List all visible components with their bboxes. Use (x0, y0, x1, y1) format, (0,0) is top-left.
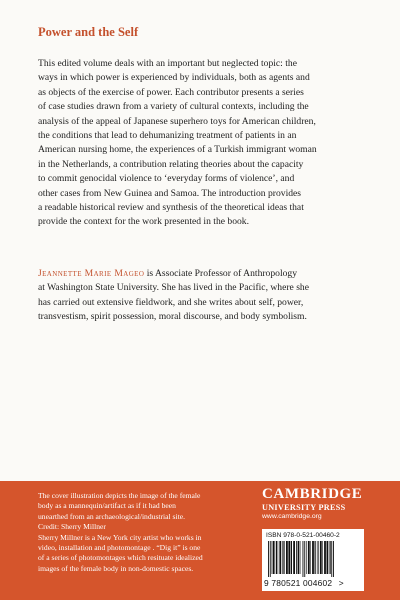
cover-credit (38, 491, 248, 574)
author-bio-first: is Associate Professor of Anthropology (144, 268, 298, 279)
credit-line: video, installation and photomontage . “Dig it” is one (38, 543, 201, 553)
barcode-bar (293, 541, 295, 574)
description-line: a readable historical review and synthesis of the theoretical ideas that (38, 202, 304, 214)
publisher-logo (262, 487, 362, 521)
author-bio-line: transvestism, spirit possession, moral discourse, and body symbolism. (38, 311, 307, 323)
isbn-label: ISBN 978-0-521-00460-2 (266, 532, 340, 539)
barcode-bar (268, 541, 269, 577)
barcode-bar (322, 541, 323, 574)
author-bio (38, 267, 366, 325)
barcode-bar (306, 541, 307, 574)
description-line: in the Netherlands, a contribution relating theories about the capacity (38, 158, 304, 170)
author-bio-first-line (38, 267, 366, 281)
description-line: American nursing home, the experiences of a Turkish immigrant woman (38, 144, 317, 156)
barcode-bar (282, 541, 283, 574)
credit-line: Credit: Sherry Millner (38, 522, 106, 532)
publisher-name: CAMBRIDGE (262, 486, 363, 502)
barcode-image (266, 541, 360, 577)
barcode-bar (303, 541, 304, 577)
barcode-number (264, 578, 362, 588)
barcode-bar (308, 541, 310, 574)
barcode-bar (331, 541, 332, 577)
credit-line: images of the female body in non-domestic spaces. (38, 563, 194, 573)
description-line: the conditions that lead to dehumanizing treatment of patients in an (38, 130, 297, 142)
barcode-bar (304, 541, 305, 577)
author-bio-line: has carried out extensive fieldwork, and she writes about self, power, (38, 296, 304, 308)
credit-line: of a series of photomontages which resituate idealized (38, 553, 203, 563)
isbn-barcode-box (262, 529, 364, 591)
barcode-addon-mark: > (338, 578, 344, 588)
barcode-bar (270, 541, 271, 577)
barcode-bar (318, 541, 319, 574)
description-line: other cases from New Guinea and Samoa. The introduction provides (38, 187, 302, 199)
barcode-bar (333, 541, 334, 577)
description-line: of case studies drawn from a variety of cultural contexts, including the (38, 101, 309, 113)
barcode-bar (286, 541, 288, 574)
description-line: to commit genocidal violence to ‘everyday forms of violence’, and (38, 173, 295, 185)
bottom-color-band (0, 481, 400, 600)
barcode-bar (312, 541, 314, 574)
barcode-bar (310, 541, 311, 574)
barcode-bar (298, 541, 299, 574)
credit-line: Sherry Millner is a New York city artist who works in (38, 532, 202, 542)
barcode-bar (272, 541, 273, 574)
book-description (38, 57, 366, 230)
book-title: Power and the Self (38, 25, 139, 39)
description-line: This edited volume deals with an important but neglected topic: the (38, 58, 297, 69)
author-bio-line: at Washington State University. She has lived in the Pacific, where she (38, 282, 309, 294)
barcode-bar (330, 541, 331, 574)
publisher-subtitle: UNIVERSITY PRESS (262, 503, 346, 512)
barcode-bar (317, 541, 318, 574)
barcode-bar (291, 541, 292, 574)
barcode-bar (276, 541, 277, 574)
barcode-bar (284, 541, 285, 574)
barcode-bar (324, 541, 326, 574)
barcode-bar (300, 541, 301, 574)
barcode-bar (327, 541, 329, 574)
barcode-bar (273, 541, 275, 574)
barcode-bar (288, 541, 290, 574)
description-line: ways in which power is experienced by individuals, both as agents and (38, 72, 310, 84)
barcode-bar (315, 541, 316, 574)
description-line: analysis of the appeal of Japanese superhero toys for American children, (38, 115, 316, 127)
publisher-url: www.cambridge.org (262, 513, 322, 520)
barcode-bar (278, 541, 279, 574)
description-line: provide the context for the work presented in the book. (38, 216, 250, 228)
credit-line: body as a mannequin/artifact as if it had been (38, 501, 176, 511)
description-line: as objects of the exercise of power. Each contributor presents a series (38, 86, 304, 98)
credit-line: unearthed from an archaeological/industrial site. (38, 511, 185, 521)
credit-line: The cover illustration depicts the image of the female (38, 491, 201, 500)
barcode-digits: 9 780521 004602 (264, 578, 333, 588)
cover-text-area (38, 0, 366, 481)
barcode-bar (296, 541, 297, 574)
author-name: Jeannette Marie Mageo (38, 268, 145, 279)
barcode-bar (320, 541, 322, 574)
barcode-bar (279, 541, 281, 574)
